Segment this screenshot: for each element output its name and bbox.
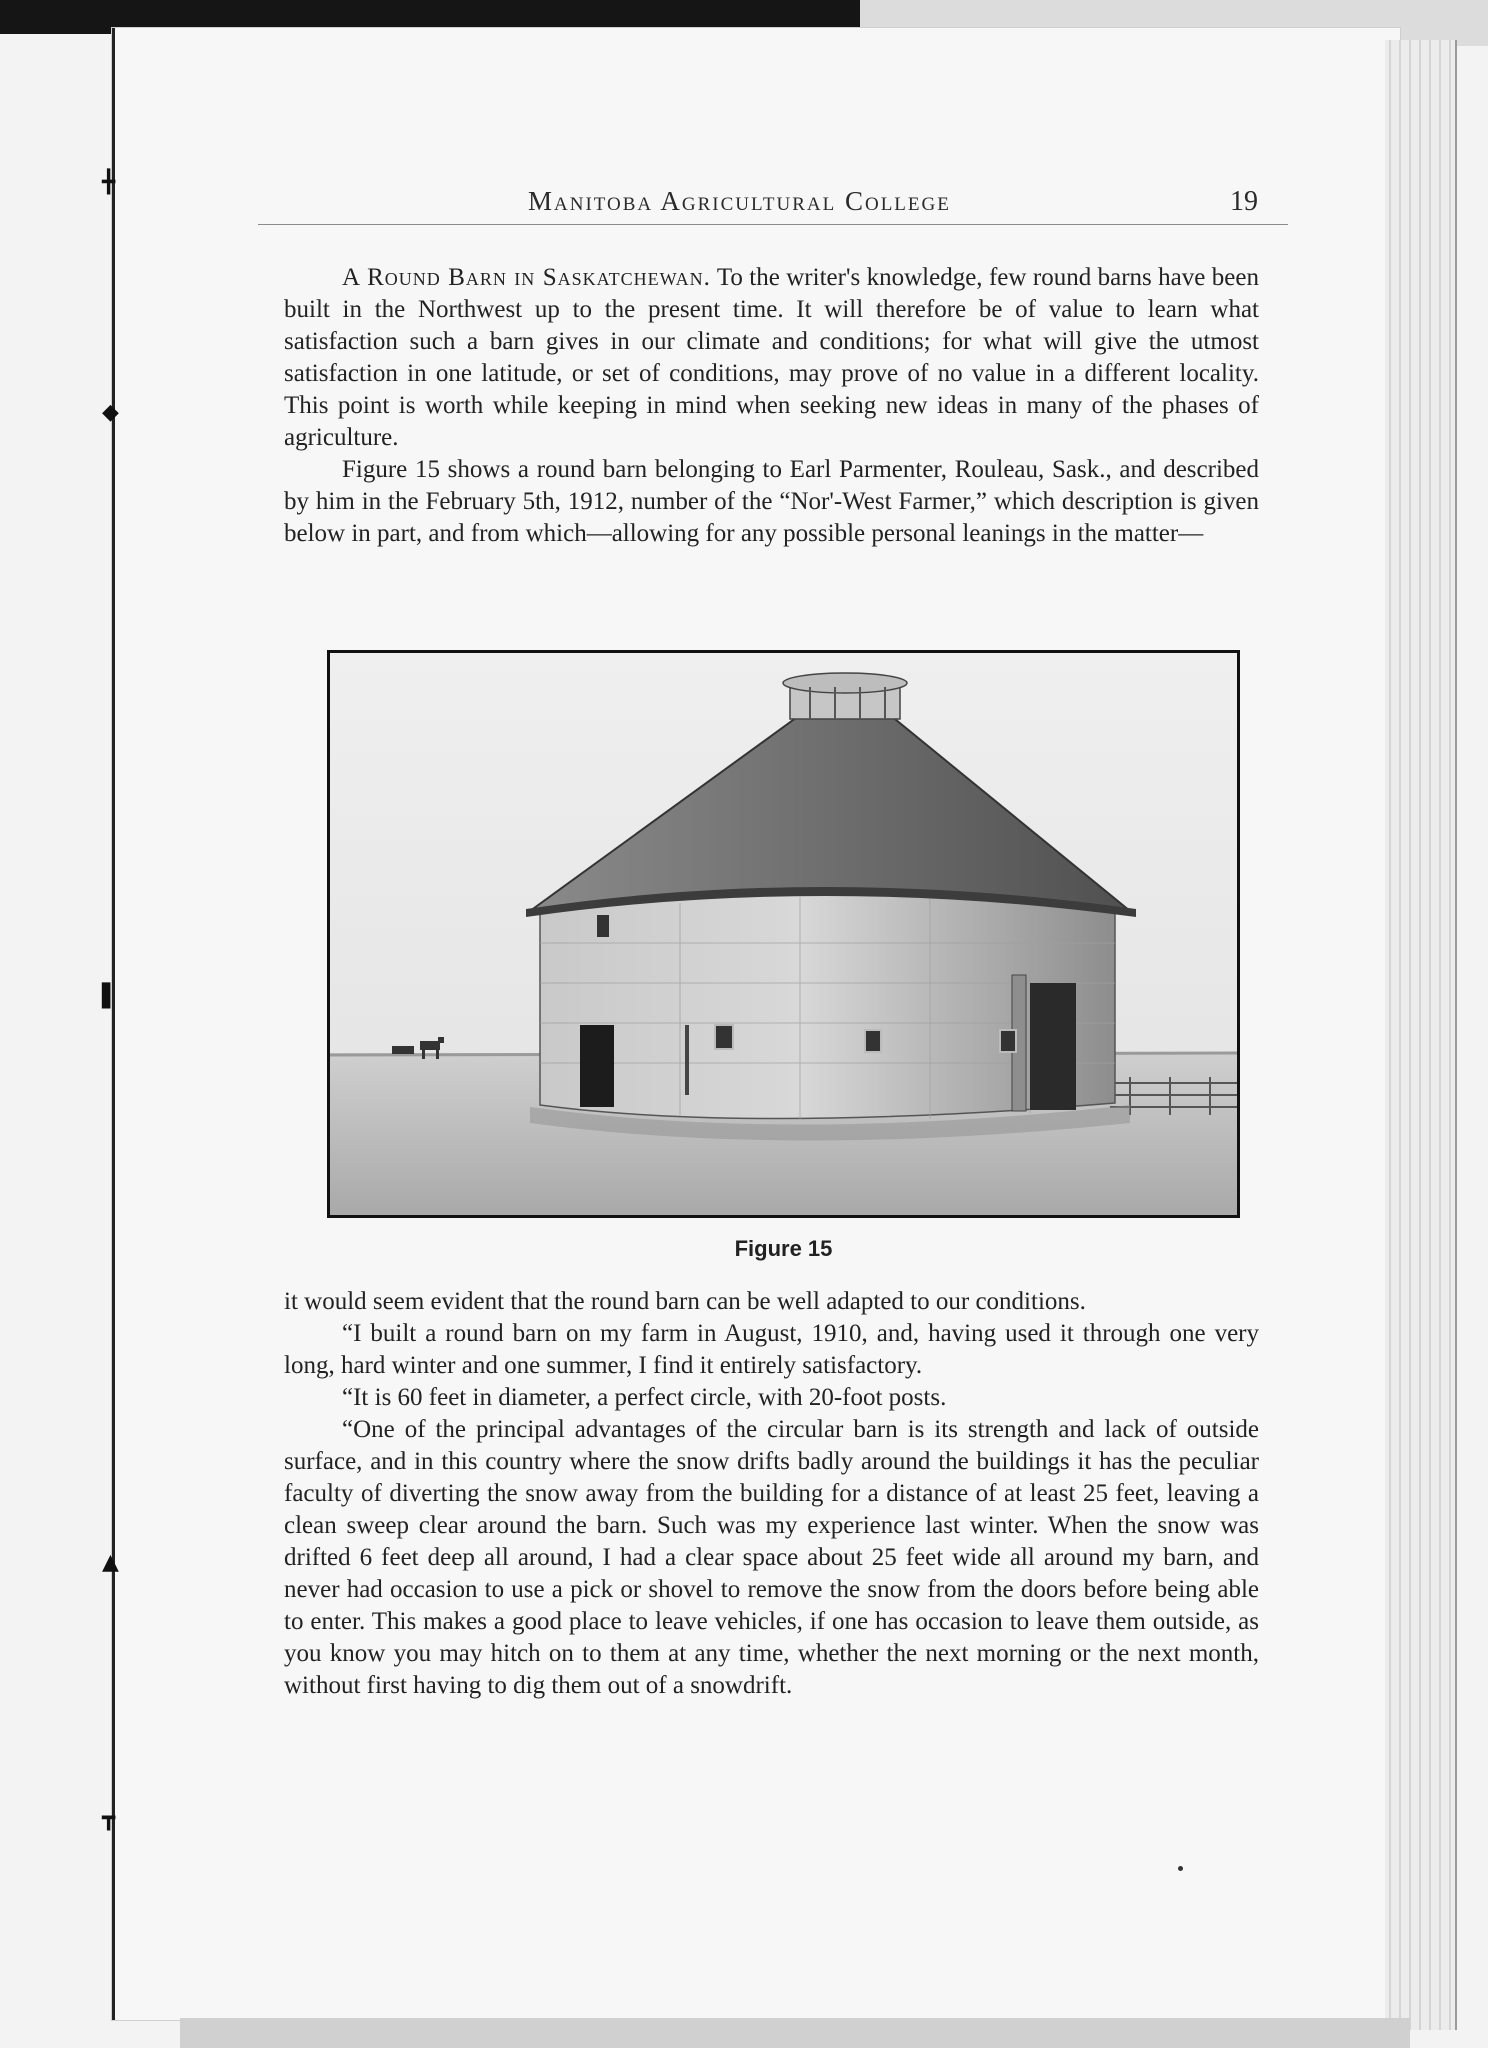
page-header [258, 182, 1288, 225]
paragraph: “One of the principal advantages of the circular barn is its strength and lack of outside surface, and in this country where the snow drifts badly around the buildings it has the peculiar faculty of diverting the snow away from the building for a distance of at least 25 feet, leaving a clean sweep clear around the barn. Such was my experience last winter. When the snow was drifted 6 feet deep all around, I had a clear space about 25 feet wide all around my barn, and never had occasion to use a pick or shovel to remove the snow from the doors before being able to enter. This makes a good place to leave vehicles, if one has occasion to leave them outside, as you know you may hitch on to them at any time, whether the next morning or the next month, without first having to dig them out of a snowdrift. [284, 1416, 1259, 1699]
paragraph: Figure 15 shows a round barn belonging to Earl Parmenter, Rouleau, Sask., and described by him in the February 5th, 1912, number of the “Nor'-West Farmer,” which description is given below in part, and from which—allowing for any possible personal leanings in the matter— [284, 456, 1259, 547]
figure-photo-round-barn [327, 650, 1240, 1218]
page-stack-edge [1385, 40, 1457, 2030]
page-number: 19 [1230, 186, 1258, 217]
section-heading: A Round Barn in Saskatchewan. [342, 264, 711, 291]
binding-mark: ┳ [102, 1806, 116, 1831]
paragraph [284, 262, 1259, 454]
paragraph: “It is 60 feet in diameter, a perfect circle, with 20-foot posts. [342, 1384, 947, 1411]
running-head: Manitoba Agricultural College [528, 186, 951, 216]
scan-bottom-edge [180, 2018, 1410, 2048]
binding-mark: ╋ [102, 170, 116, 195]
figure-caption: Figure 15 [734, 1236, 833, 1261]
ink-speck [1178, 1866, 1183, 1871]
binding-mark: ◆ [102, 400, 119, 425]
binding-mark: ▲ [102, 1550, 119, 1575]
binding-mark: ▌ [102, 984, 119, 1009]
paragraph-text: To the writer's knowledge, few round barns have been built in the Northwest up to the present time. It will therefore be of value to learn what satisfaction such a barn gives in our climate and conditions; for what will give the utmost satisfaction in one latitude, or set of conditions, may prove of no value in a different locality. This point is worth while keeping in mind when seeking new ideas in many of the phases of agriculture. [284, 264, 1259, 451]
body-text-bottom [284, 1286, 1259, 1702]
paragraph: “I built a round barn on my farm in August, 1910, and, having used it through one very long, hard winter and one summer, I find it entirely satisfactory. [284, 1320, 1259, 1379]
body-text-top [284, 262, 1259, 550]
paragraph: it would seem evident that the round barn can be well adapted to our conditions. [284, 1288, 1086, 1315]
